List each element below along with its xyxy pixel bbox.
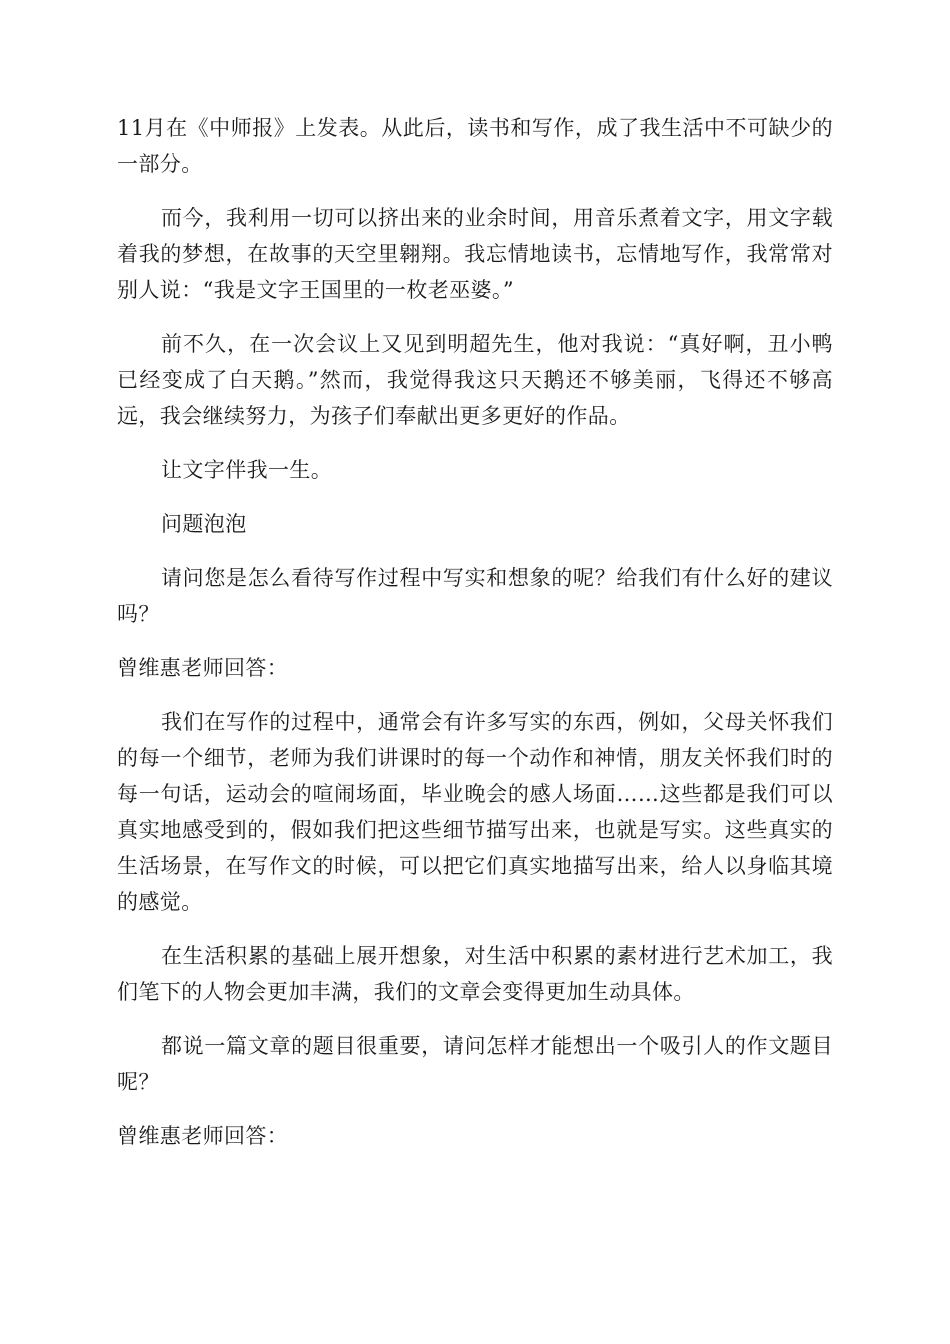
answer-label-2: 曾维惠老师回答： [117, 1124, 289, 1148]
section-heading-question-bubble: 问题泡泡 [161, 512, 247, 536]
paragraph-intro-continuation: 11月在《中师报》上发表。从此后，读书和写作，成了我生活中不可缺少的一部分。 [117, 116, 833, 176]
paragraph-lifelong-writing: 让文字伴我一生。 [161, 458, 333, 482]
paragraph-spare-time: 而今，我利用一切可以挤出来的业余时间，用音乐煮着文字，用文字载着我的梦想，在故事的天空里翱翔。我忘情地读书，忘情地写作，我常常对别人说：“我是文字王国里的一枚老巫婆。” [117, 206, 833, 302]
question-realism-imagination: 请问您是怎么看待写作过程中写实和想象的呢？给我们有什么好的建议吗？ [117, 566, 833, 626]
document-page [117, 110, 833, 1154]
paragraph-swan: 前不久，在一次会议上又见到明超先生，他对我说：“真好啊，丑小鸭已经变成了白天鹅。”然而，我觉得我这只天鹅还不够美丽，飞得还不够高远，我会继续努力，为孩子们奉献出更多更好的作品。 [117, 332, 833, 428]
answer-label-1: 曾维惠老师回答： [117, 656, 289, 680]
answer-imagination: 在生活积累的基础上展开想象，对生活中积累的素材进行艺术加工，我们笔下的人物会更加丰满，我们的文章会变得更加生动具体。 [117, 944, 833, 1004]
question-title: 都说一篇文章的题目很重要，请问怎样才能想出一个吸引人的作文题目呢？ [117, 1034, 833, 1094]
answer-realism: 我们在写作的过程中，通常会有许多写实的东西，例如，父母关怀我们的每一个细节，老师为我们讲课时的每一个动作和神情，朋友关怀我们时的每一句话，运动会的喧闹场面，毕业晚会的感人场面……这些都是我们可以真实地感受到的，假如我们把这些细节描写出来，也就是写实。这些真实的生活场景，在写作文的时候，可以把它们真实地描写出来，给人以身临其境的感觉。 [117, 710, 833, 914]
